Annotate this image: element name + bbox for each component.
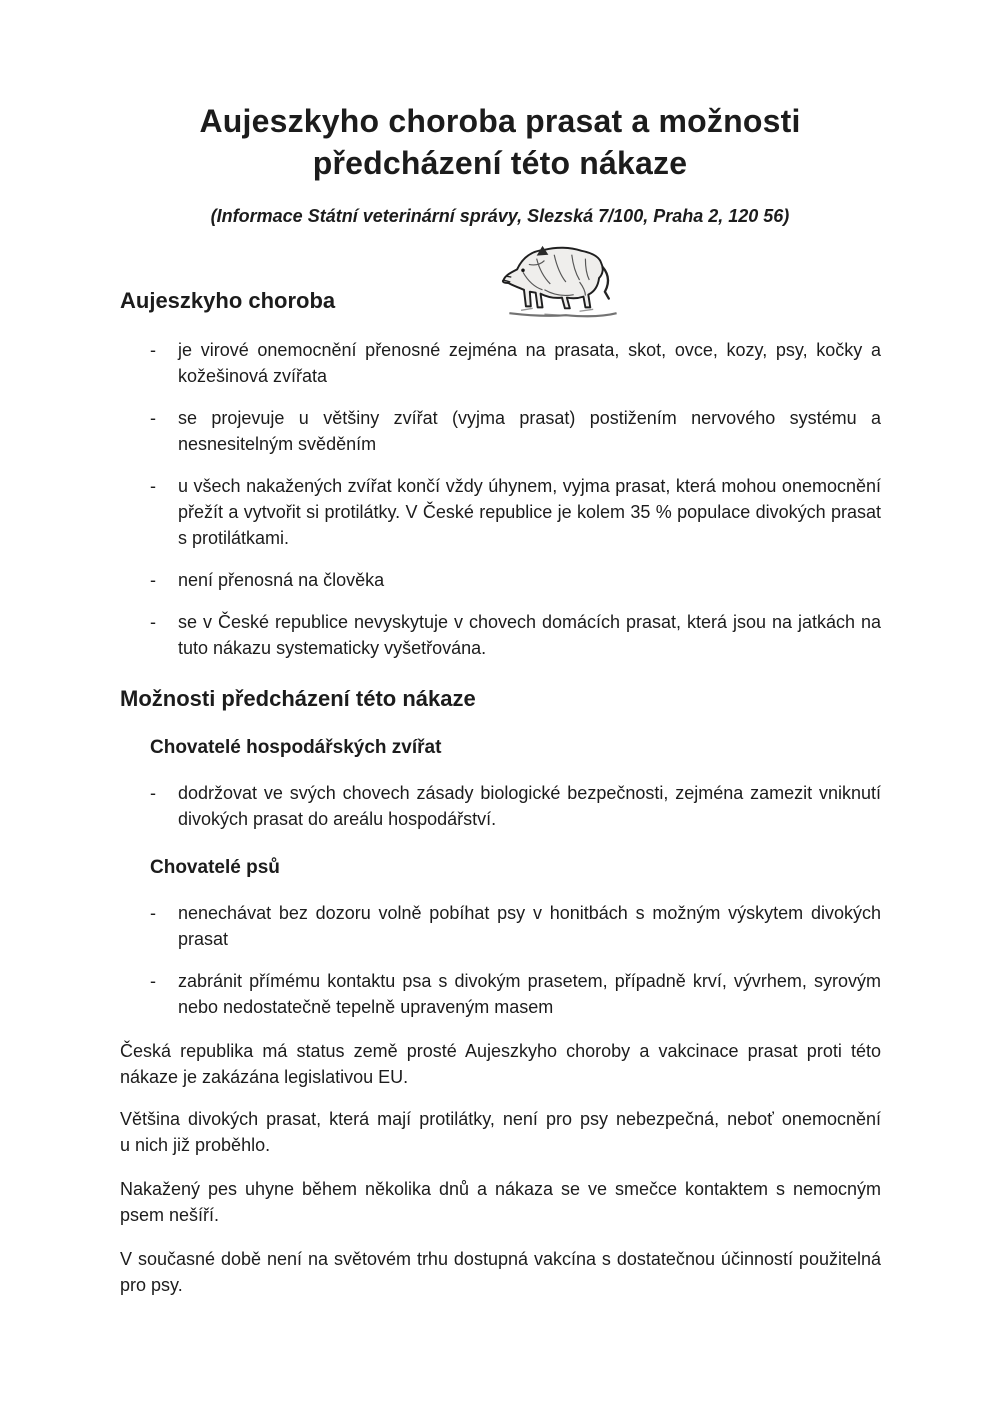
wild-boar-image bbox=[492, 243, 632, 321]
bullet-dash: - bbox=[150, 340, 156, 360]
title-line-1: Aujeszkyho choroba prasat a možnosti bbox=[199, 103, 801, 139]
bullet-dash: - bbox=[150, 783, 156, 803]
closing-paragraph: Česká republika má status země prosté Aujeszkyho choroby a vakcinace prasat proti této nákaze je zakázána legislativou EU. bbox=[120, 1041, 881, 1087]
list-item bbox=[150, 900, 881, 952]
bullet-dash: - bbox=[150, 612, 156, 632]
bullet-dash: - bbox=[150, 476, 156, 496]
list-item bbox=[150, 609, 881, 661]
closing-paragraph: Nakažený pes uhyne během několika dnů a nákaza se ve smečce kontaktem s nemocným psem nešíří. bbox=[120, 1179, 881, 1225]
list-item bbox=[150, 780, 881, 832]
bullet-dash: - bbox=[150, 903, 156, 923]
bullet-dash: - bbox=[150, 971, 156, 991]
bullet-text: se projevuje u většiny zvířat (vyjma prasat) postižením nervového systému a nesnesitelným svěděním bbox=[178, 408, 881, 454]
list-item bbox=[150, 968, 881, 1020]
bullet-text: je virové onemocnění přenosné zejména na prasata, skot, ovce, kozy, psy, kočky a kožešinová zvířata bbox=[178, 340, 881, 386]
title-line-2: předcházení této nákaze bbox=[312, 145, 688, 181]
intro-bullet-list bbox=[0, 337, 1000, 661]
bullet-text: není přenosná na člověka bbox=[178, 570, 385, 590]
bullet-text: nenechávat bez dozoru volně pobíhat psy v honitbách s možným výskytem divokých prasat bbox=[178, 903, 881, 949]
closing-paragraph: Většina divokých prasat, která mají protilátky, není pro psy nebezpečná, neboť onemocnění u nich již proběhlo. bbox=[120, 1109, 881, 1155]
intro-heading: Aujeszkyho choroba bbox=[120, 288, 336, 313]
subsection-heading-dogs: Chovatelé psů bbox=[150, 857, 280, 878]
bullet-dash: - bbox=[150, 570, 156, 590]
bullet-text: dodržovat ve svých chovech zásady biologické bezpečnosti, zejména zamezit vniknutí divokých prasat do areálu hospodářství. bbox=[178, 783, 881, 829]
prevention-heading: Možnosti předcházení této nákaze bbox=[120, 686, 476, 711]
document-subtitle: (Informace Státní veterinární správy, Slezská 7/100, Praha 2, 120 56) bbox=[210, 206, 790, 226]
bullet-text: se v České republice nevyskytuje v chovech domácích prasat, která jsou na jatkách na tuto nákazu systematicky vyšetřována. bbox=[178, 612, 881, 658]
bullet-text: u všech nakažených zvířat končí vždy úhynem, vyjma prasat, která mohou onemocnění přežít a vytvořit si protilátky. V České republice je kolem 35 % populace divokých prasat s protilátkami. bbox=[178, 476, 881, 548]
intro-header-row bbox=[0, 243, 1000, 321]
list-item bbox=[150, 473, 881, 551]
list-item bbox=[150, 337, 881, 389]
subsection-heading-livestock: Chovatelé hospodářských zvířat bbox=[150, 737, 442, 758]
bullet-text: zabránit přímému kontaktu psa s divokým prasetem, případně krví, vývrhem, syrovým nebo nedostatečně tepelně upraveným masem bbox=[178, 971, 881, 1017]
document-title bbox=[0, 0, 1000, 184]
list-item bbox=[150, 405, 881, 457]
closing-paragraph: V současné době není na světovém trhu dostupná vakcína s dostatečnou účinností použitelná pro psy. bbox=[120, 1249, 881, 1295]
list-item bbox=[150, 567, 881, 593]
bullet-dash: - bbox=[150, 408, 156, 428]
